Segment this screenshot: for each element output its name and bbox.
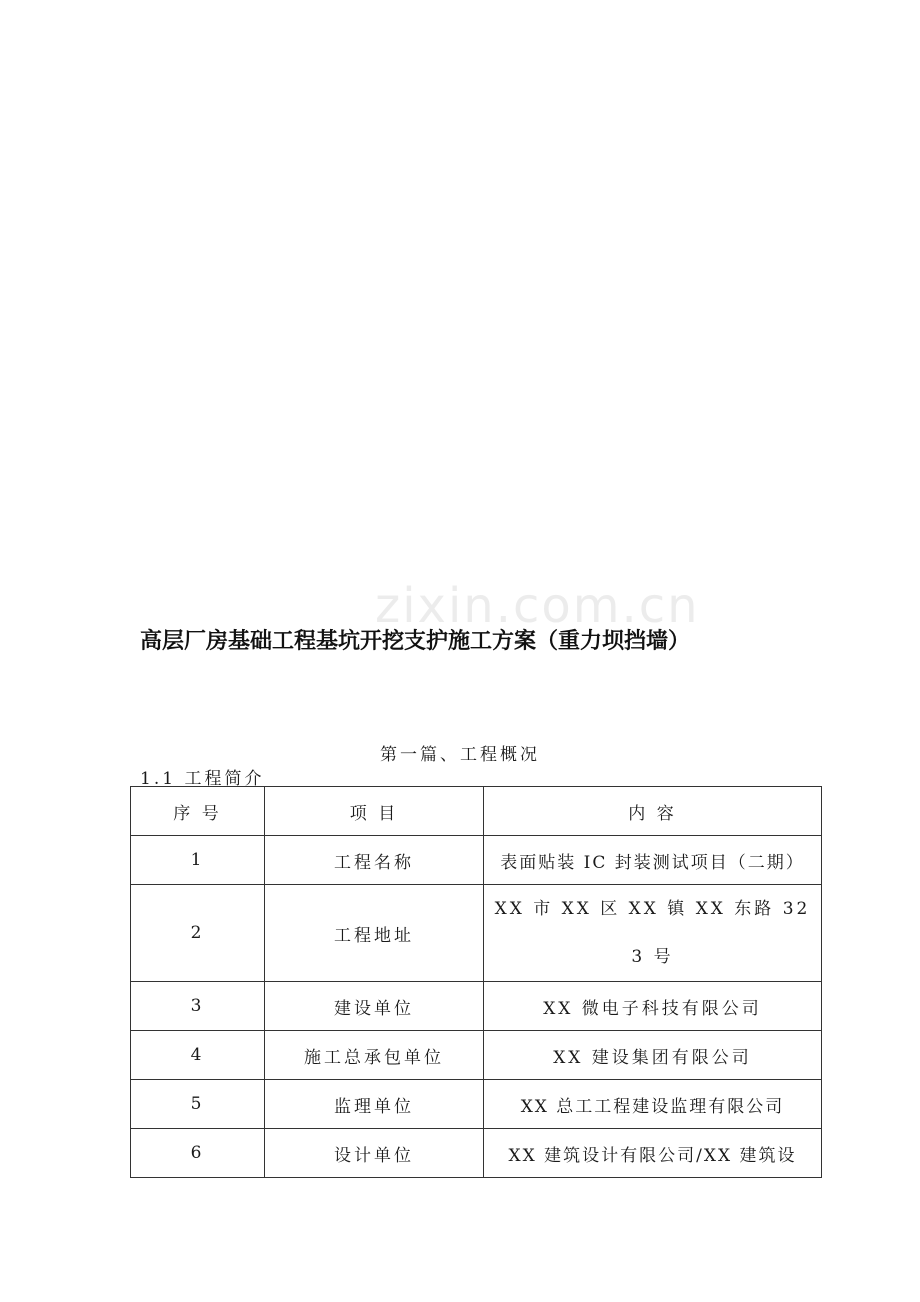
header-no: 序 号 [131,787,265,836]
row-item: 工程地址 [265,885,484,982]
table-header-row [131,787,822,836]
row-item: 施工总承包单位 [265,1031,484,1080]
row-no: 5 [131,1080,265,1129]
row-item: 工程名称 [265,836,484,885]
row-item: 监理单位 [265,1080,484,1129]
row-content: XX 建筑设计有限公司/XX 建筑设 [484,1129,822,1178]
table-row [131,982,822,1031]
part-heading: 第一篇、工程概况 [380,745,540,765]
row-content: XX 建设集团有限公司 [484,1031,822,1080]
table-row [131,885,822,982]
table-row [131,1129,822,1178]
watermark-text: zixin.com.cn [375,578,700,634]
row-content: XX 市 XX 区 XX 镇 XX 东路 323 号 [484,885,822,982]
row-no: 1 [131,836,265,885]
table-row [131,836,822,885]
row-no: 4 [131,1031,265,1080]
project-info-table [130,786,822,1178]
row-no: 6 [131,1129,265,1178]
row-item: 设计单位 [265,1129,484,1178]
row-content: XX 微电子科技有限公司 [484,982,822,1031]
section-heading: 1.1 工程简介 [140,769,265,789]
header-item: 项 目 [265,787,484,836]
row-content: XX 总工工程建设监理有限公司 [484,1080,822,1129]
header-content: 内 容 [484,787,822,836]
row-content: 表面贴装 IC 封装测试项目（二期） [484,836,822,885]
table-row [131,1031,822,1080]
row-no: 3 [131,982,265,1031]
document-title: 高层厂房基础工程基坑开挖支护施工方案（重力坝挡墙） [140,629,691,654]
table-row [131,1080,822,1129]
row-item: 建设单位 [265,982,484,1031]
row-no: 2 [131,885,265,982]
